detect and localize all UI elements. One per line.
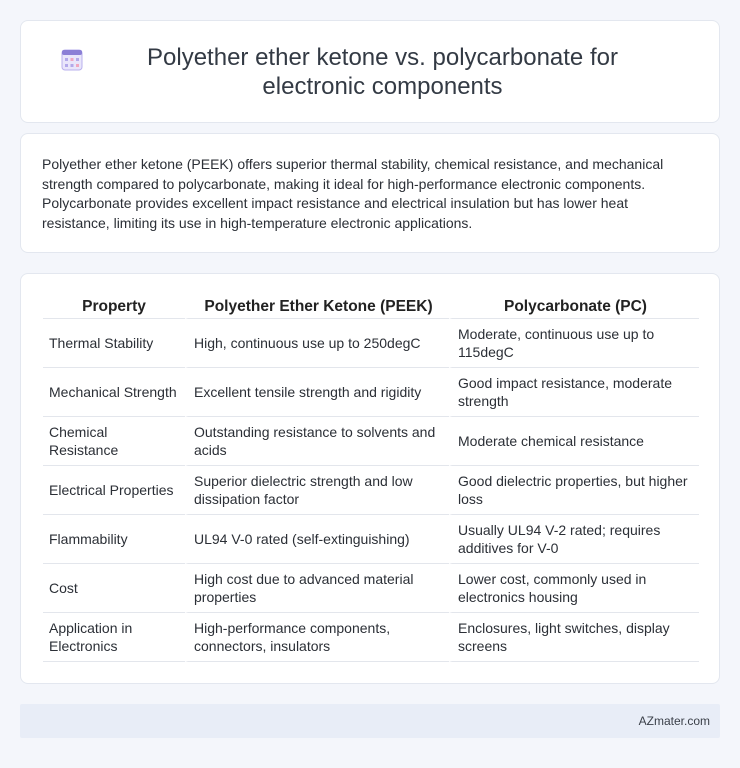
peek-cell: Excellent tensile strength and rigidity [185, 368, 449, 417]
comparison-table [43, 296, 699, 662]
pc-cell: Moderate chemical resistance [449, 417, 699, 466]
table-row [43, 564, 699, 613]
summary-card [20, 133, 720, 253]
table-header-row [43, 296, 699, 319]
property-cell: Thermal Stability [43, 319, 185, 368]
title-card [20, 20, 720, 123]
peek-cell: High, continuous use up to 250degC [185, 319, 449, 368]
pc-cell: Moderate, continuous use up to 115degC [449, 319, 699, 368]
column-header-property: Property [43, 296, 185, 319]
page-title: Polyether ether ketone vs. polycarbonate for electronic components [147, 44, 618, 100]
property-cell: Application in Electronics [43, 613, 185, 662]
pc-cell: Usually UL94 V-2 rated; requires additives for V-0 [449, 515, 699, 564]
table-row [43, 417, 699, 466]
property-cell: Cost [43, 564, 185, 613]
peek-cell: High-performance components, connectors, insulators [185, 613, 449, 662]
peek-cell: High cost due to advanced material properties [185, 564, 449, 613]
footer-bar [20, 704, 720, 738]
column-header-peek: Polyether Ether Ketone (PEEK) [185, 296, 449, 319]
comparison-table-card [20, 273, 720, 684]
table-row [43, 613, 699, 662]
pc-cell: Enclosures, light switches, display screens [449, 613, 699, 662]
table-row [43, 319, 699, 368]
property-cell: Chemical Resistance [43, 417, 185, 466]
table-row [43, 368, 699, 417]
property-cell: Mechanical Strength [43, 368, 185, 417]
property-cell: Flammability [43, 515, 185, 564]
pc-cell: Good impact resistance, moderate strength [449, 368, 699, 417]
peek-cell: Outstanding resistance to solvents and acids [185, 417, 449, 466]
peek-cell: UL94 V-0 rated (self-extinguishing) [185, 515, 449, 564]
summary-text: Polyether ether ketone (PEEK) offers superior thermal stability, chemical resistance, and mechanical strength compared to polycarbonate, making it ideal for high-performance electronic components. Polycarbonate provides excellent impact resistance and electrical insulation but has lower heat resistance, limiting its use in high-temperature electronic applications. [42, 156, 664, 231]
column-header-pc: Polycarbonate (PC) [449, 296, 699, 319]
pc-cell: Good dielectric properties, but higher loss [449, 466, 699, 515]
property-cell: Electrical Properties [43, 466, 185, 515]
pc-cell: Lower cost, commonly used in electronics housing [449, 564, 699, 613]
peek-cell: Superior dielectric strength and low dissipation factor [185, 466, 449, 515]
table-row [43, 515, 699, 564]
table-row [43, 466, 699, 515]
footer-brand: AZmater.com [638, 714, 710, 728]
